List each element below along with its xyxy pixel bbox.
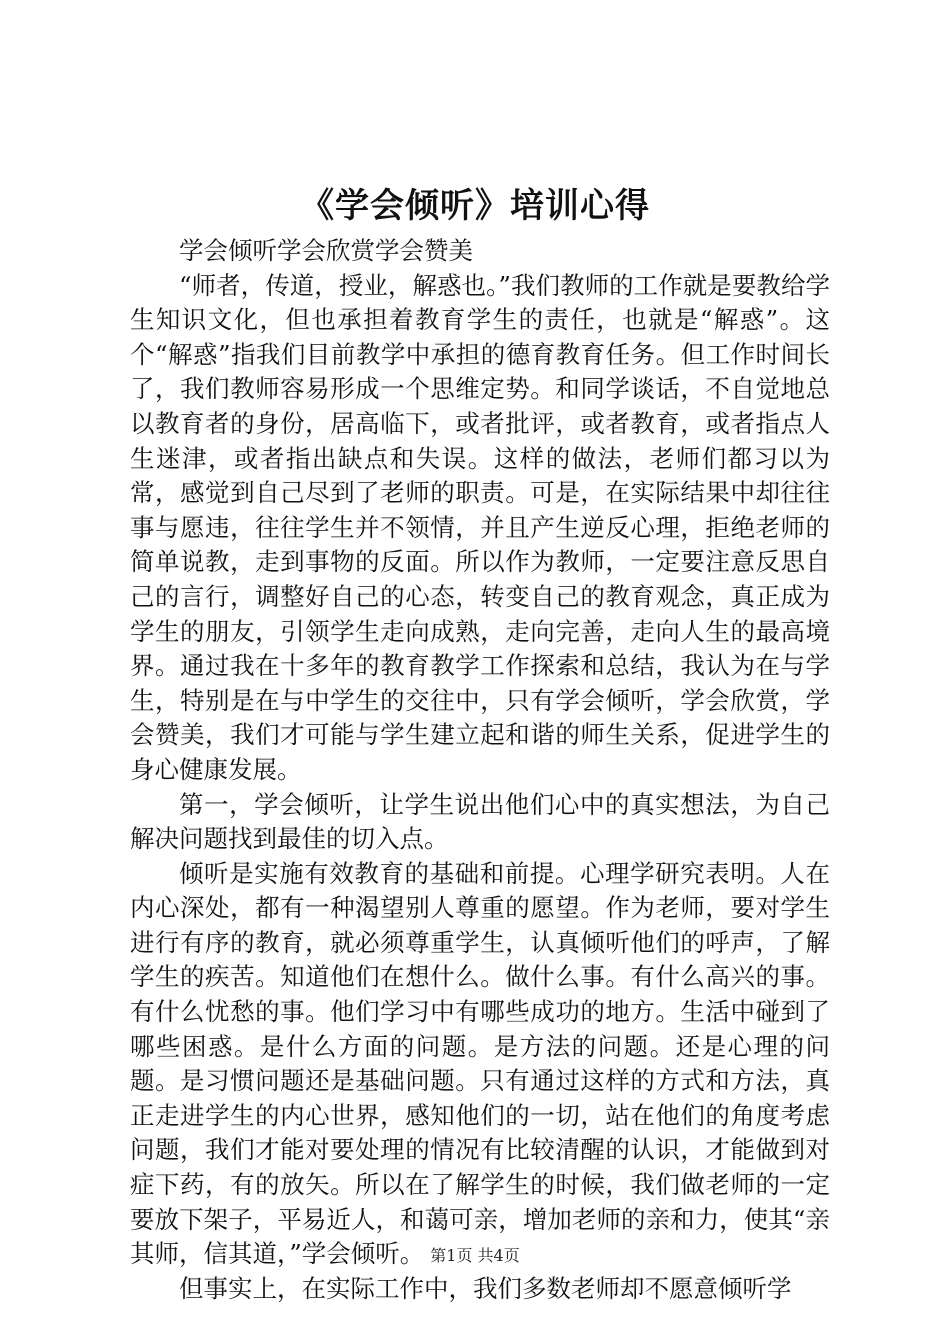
body-paragraph: “师者，传道，授业，解惑也。”我们教师的工作就是要教给学生知识文化，但也承担着教育学生的责任，也就是“解惑”。这个“解惑”指我们目前教学中承担的德育教育任务。但工作时间长了，我们教师容易形成一个思维定势。和同学谈话，不自觉地总以教育者的身份，居高临下，或者批评，或者教育，或者指点人生迷津，或者指出缺点和失误。这样的做法，老师们都习以为常，感觉到自己尽到了老师的职责。可是，在实际结果中却往往事与愿违，往往学生并不领情，并且产生逆反心理，拒绝老师的简单说教，走到事物的反面。所以作为教师，一定要注意反思自己的言行，调整好自己的心态，转变自己的教育观念，真正成为学生的朋友，引领学生走向成熟，走向完善，走向人生的最高境界。通过我在十多年的教育教学工作探索和总结，我认为在与学生，特别是在与中学生的交往中，只有学会倾听，学会欣赏，学会赞美，我们才可能与学生建立起和谐的师生关系，促进学生的身心健康发展。 <box>130 270 830 784</box>
document-subtitle: 学会倾听学会欣赏学会赞美 <box>179 236 473 265</box>
body-paragraph: 第一，学会倾听，让学生说出他们心中的真实想法，为自己解决问题找到最佳的切入点。 <box>130 789 830 854</box>
body-paragraph: 但事实上，在实际工作中，我们多数老师却不愿意倾听学 <box>179 1273 792 1303</box>
document-body <box>130 234 830 1306</box>
document-title: 《学会倾听》培训心得 <box>300 186 650 226</box>
page-indicator: 第1页 共4页 <box>430 1246 520 1265</box>
body-paragraph: 倾听是实施有效教育的基础和前提。心理学研究表明。人在内心深处，都有一种渴望别人尊重的愿望。作为老师，要对学生进行有序的教育，就必须尊重学生，认真倾听他们的呼声，了解学生的疾苦。知道他们在想什么。做什么事。有什么高兴的事。有什么忧愁的事。他们学习中有哪些成功的地方。生活中碰到了哪些困惑。是什么方面的问题。是方法的问题。还是心理的问题。是习惯问题还是基础问题。只有通过这样的方式和方法，真正走进学生的内心世界，感知他们的一切，站在他们的角度考虑问题，我们才能对要处理的情况有比较清醒的认识，才能做到对症下药，有的放矢。所以在了解学生的时候，我们做老师的一定要放下架子，平易近人，和蔼可亲，增加老师的亲和力，使其“亲其师，信其道，”学会倾听。 <box>130 858 830 1269</box>
